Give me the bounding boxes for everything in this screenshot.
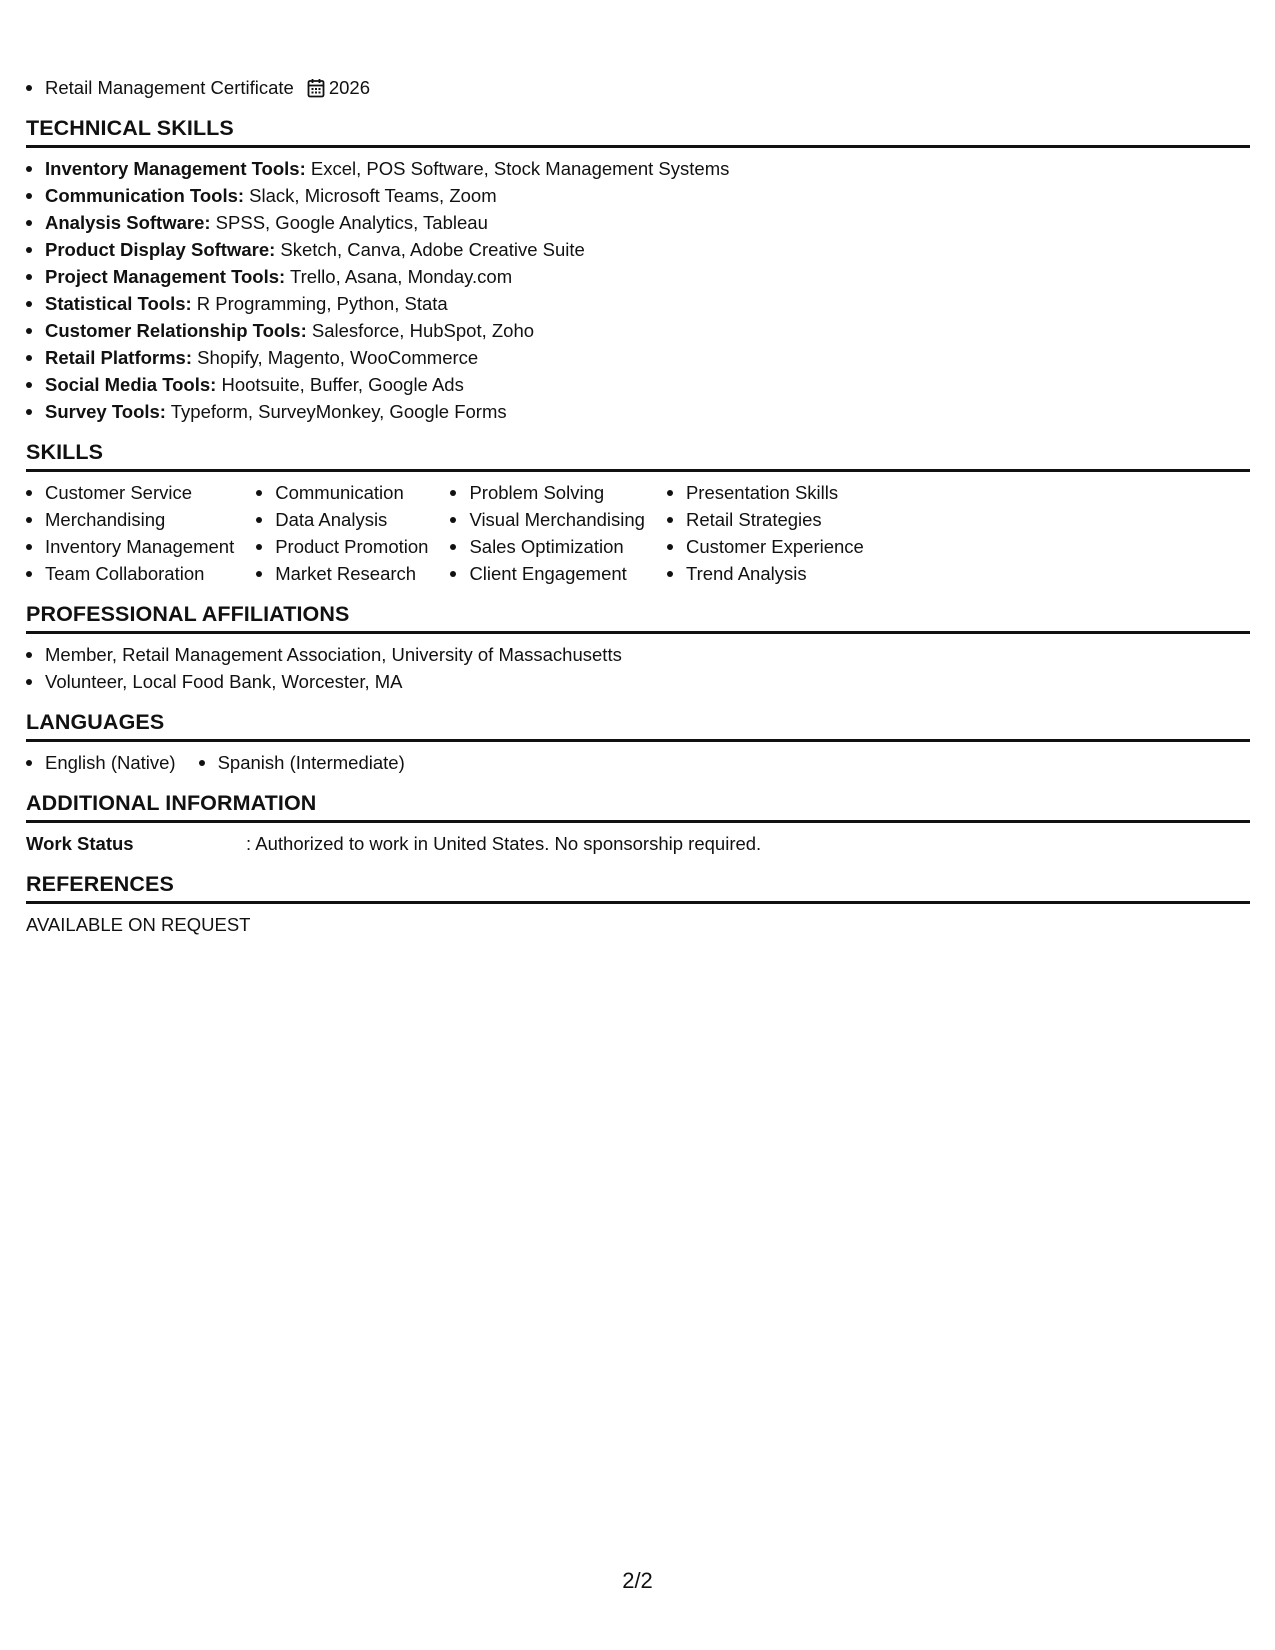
- skill-item: Visual Merchandising: [450, 506, 645, 533]
- skill-item: Presentation Skills: [667, 479, 864, 506]
- technical-skill-label: Customer Relationship Tools:: [45, 320, 307, 341]
- technical-skill-label: Retail Platforms:: [45, 347, 193, 368]
- technical-skill-label: Analysis Software:: [45, 212, 211, 233]
- language-item: English (Native): [26, 749, 176, 776]
- technical-skill-item: [26, 290, 1250, 317]
- technical-skill-value: Sketch, Canva, Adobe Creative Suite: [275, 239, 585, 260]
- resume-page: [26, 74, 1250, 938]
- technical-skill-item: [26, 236, 1250, 263]
- certificate-item: [26, 74, 1250, 101]
- technical-skill-value: Typeform, SurveyMonkey, Google Forms: [165, 401, 507, 422]
- technical-skill-label: Statistical Tools:: [45, 293, 192, 314]
- skills-column: [667, 479, 864, 587]
- skill-item: Client Engagement: [450, 560, 645, 587]
- technical-skill-item: [26, 182, 1250, 209]
- technical-skills-list: [26, 148, 1250, 425]
- references-text: AVAILABLE ON REQUEST: [26, 914, 251, 935]
- certificate-list: [26, 74, 1250, 101]
- skill-item: Customer Experience: [667, 533, 864, 560]
- technical-skills-heading: TECHNICAL SKILLS: [26, 115, 1250, 148]
- technical-skill-value: SPSS, Google Analytics, Tableau: [210, 212, 488, 233]
- technical-skill-item: [26, 344, 1250, 371]
- skill-item: Communication: [256, 479, 428, 506]
- skill-item: Merchandising: [26, 506, 234, 533]
- affiliation-item: Volunteer, Local Food Bank, Worcester, MA: [26, 668, 1250, 695]
- technical-skill-label: Social Media Tools:: [45, 374, 217, 395]
- languages-list: [26, 742, 1250, 776]
- certificate-name: Retail Management Certificate: [45, 77, 294, 98]
- technical-skill-value: Excel, POS Software, Stock Management Systems: [305, 158, 730, 179]
- skill-item: Sales Optimization: [450, 533, 645, 560]
- skill-item: Trend Analysis: [667, 560, 864, 587]
- technical-skill-item: [26, 209, 1250, 236]
- affiliations-section: [26, 601, 1250, 695]
- skills-section: [26, 439, 1250, 587]
- technical-skills-section: [26, 115, 1250, 425]
- technical-skill-item: [26, 317, 1250, 344]
- references-heading: REFERENCES: [26, 871, 1250, 904]
- technical-skill-value: Slack, Microsoft Teams, Zoom: [244, 185, 497, 206]
- technical-skill-value: R Programming, Python, Stata: [191, 293, 448, 314]
- page-number: 2/2: [622, 1568, 653, 1593]
- technical-skill-value: Shopify, Magento, WooCommerce: [192, 347, 479, 368]
- technical-skill-label: Project Management Tools:: [45, 266, 286, 287]
- skill-item: Team Collaboration: [26, 560, 234, 587]
- skill-item: Problem Solving: [450, 479, 645, 506]
- skills-column: [256, 479, 428, 587]
- technical-skill-value: Hootsuite, Buffer, Google Ads: [216, 374, 464, 395]
- skill-item: Data Analysis: [256, 506, 428, 533]
- technical-skill-label: Communication Tools:: [45, 185, 245, 206]
- languages-section: [26, 709, 1250, 776]
- technical-skill-label: Inventory Management Tools:: [45, 158, 306, 179]
- skill-item: Inventory Management: [26, 533, 234, 560]
- skill-item: Market Research: [256, 560, 428, 587]
- language-item: Spanish (Intermediate): [199, 749, 405, 776]
- technical-skill-label: Product Display Software:: [45, 239, 276, 260]
- technical-skill-value: Salesforce, HubSpot, Zoho: [306, 320, 535, 341]
- work-status-value: : Authorized to work in United States. No sponsorship required.: [246, 833, 762, 854]
- technical-skill-item: [26, 371, 1250, 398]
- skill-item: Customer Service: [26, 479, 234, 506]
- work-status-label: Work Status: [26, 833, 134, 854]
- skills-column: [26, 479, 234, 587]
- affiliations-heading: PROFESSIONAL AFFILIATIONS: [26, 601, 1250, 634]
- skill-item: Retail Strategies: [667, 506, 864, 533]
- skills-grid: [26, 472, 1250, 587]
- technical-skill-item: [26, 155, 1250, 182]
- technical-skill-label: Survey Tools:: [45, 401, 166, 422]
- technical-skill-item: [26, 263, 1250, 290]
- references-section: [26, 871, 1250, 938]
- skills-heading: SKILLS: [26, 439, 1250, 472]
- additional-info-section: [26, 790, 1250, 857]
- languages-heading: LANGUAGES: [26, 709, 1250, 742]
- affiliation-item: Member, Retail Management Association, University of Massachusetts: [26, 641, 1250, 668]
- certificate-year: 2026: [328, 77, 370, 98]
- additional-info-heading: ADDITIONAL INFORMATION: [26, 790, 1250, 823]
- work-status-row: [26, 823, 1250, 857]
- skill-item: Product Promotion: [256, 533, 428, 560]
- affiliations-list: [26, 634, 1250, 695]
- skills-column: [450, 479, 645, 587]
- technical-skill-value: Trello, Asana, Monday.com: [285, 266, 513, 287]
- calendar-icon: [307, 78, 325, 98]
- technical-skill-item: [26, 398, 1250, 425]
